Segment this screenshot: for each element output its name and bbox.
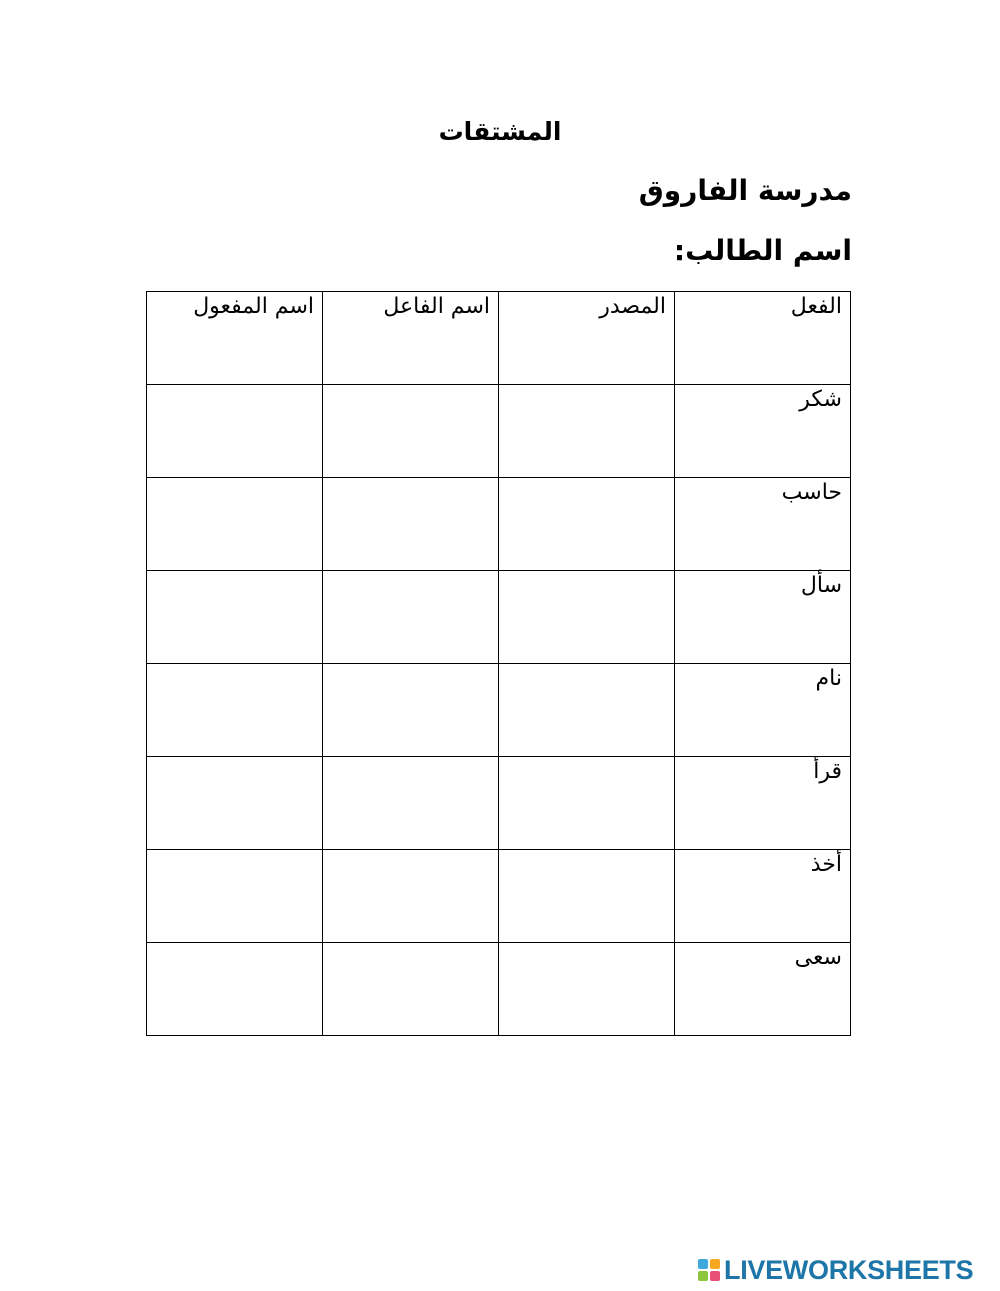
- header-passive-participle: اسم المفعول: [147, 292, 323, 385]
- active-participle-answer-cell[interactable]: [323, 757, 499, 850]
- passive-participle-answer-cell[interactable]: [147, 850, 323, 943]
- active-participle-answer-cell[interactable]: [323, 664, 499, 757]
- table-row: [147, 385, 851, 478]
- masdar-answer-cell[interactable]: [499, 664, 675, 757]
- active-participle-answer-cell[interactable]: [323, 478, 499, 571]
- derivatives-table: [146, 291, 851, 1036]
- verb-cell: شكر: [675, 385, 851, 478]
- table-row: [147, 850, 851, 943]
- header-verb: الفعل: [675, 292, 851, 385]
- passive-participle-answer-cell[interactable]: [147, 664, 323, 757]
- table-header-row: [147, 292, 851, 385]
- masdar-answer-cell[interactable]: [499, 385, 675, 478]
- verb-cell: نام: [675, 664, 851, 757]
- logo-square: [710, 1271, 720, 1281]
- active-participle-answer-cell[interactable]: [323, 850, 499, 943]
- logo-square: [710, 1259, 720, 1269]
- table-row: [147, 943, 851, 1036]
- logo-square: [698, 1271, 708, 1281]
- passive-participle-answer-cell[interactable]: [147, 757, 323, 850]
- table-row: [147, 664, 851, 757]
- header-active-participle: اسم الفاعل: [323, 292, 499, 385]
- liveworksheets-brand: [698, 1256, 973, 1284]
- student-name-label: اسم الطالب:: [673, 234, 852, 267]
- header-masdar: المصدر: [499, 292, 675, 385]
- masdar-answer-cell[interactable]: [499, 757, 675, 850]
- verb-cell: سأل: [675, 571, 851, 664]
- verb-cell: سعى: [675, 943, 851, 1036]
- verb-cell: قرأ: [675, 757, 851, 850]
- active-participle-answer-cell[interactable]: [323, 943, 499, 1036]
- table-row: [147, 571, 851, 664]
- masdar-answer-cell[interactable]: [499, 571, 675, 664]
- verb-cell: أخذ: [675, 850, 851, 943]
- passive-participle-answer-cell[interactable]: [147, 571, 323, 664]
- passive-participle-answer-cell[interactable]: [147, 478, 323, 571]
- active-participle-answer-cell[interactable]: [323, 385, 499, 478]
- masdar-answer-cell[interactable]: [499, 850, 675, 943]
- active-participle-answer-cell[interactable]: [323, 571, 499, 664]
- passive-participle-answer-cell[interactable]: [147, 385, 323, 478]
- table-row: [147, 478, 851, 571]
- brand-text: LIVEWORKSHEETS: [724, 1254, 974, 1285]
- page-title: المشتقات: [438, 117, 562, 146]
- table-row: [147, 757, 851, 850]
- masdar-answer-cell[interactable]: [499, 478, 675, 571]
- verb-cell: حاسب: [675, 478, 851, 571]
- school-name: مدرسة الفاروق: [638, 174, 852, 207]
- liveworksheets-logo-icon: [698, 1259, 720, 1281]
- masdar-answer-cell[interactable]: [499, 943, 675, 1036]
- logo-square: [698, 1259, 708, 1269]
- passive-participle-answer-cell[interactable]: [147, 943, 323, 1036]
